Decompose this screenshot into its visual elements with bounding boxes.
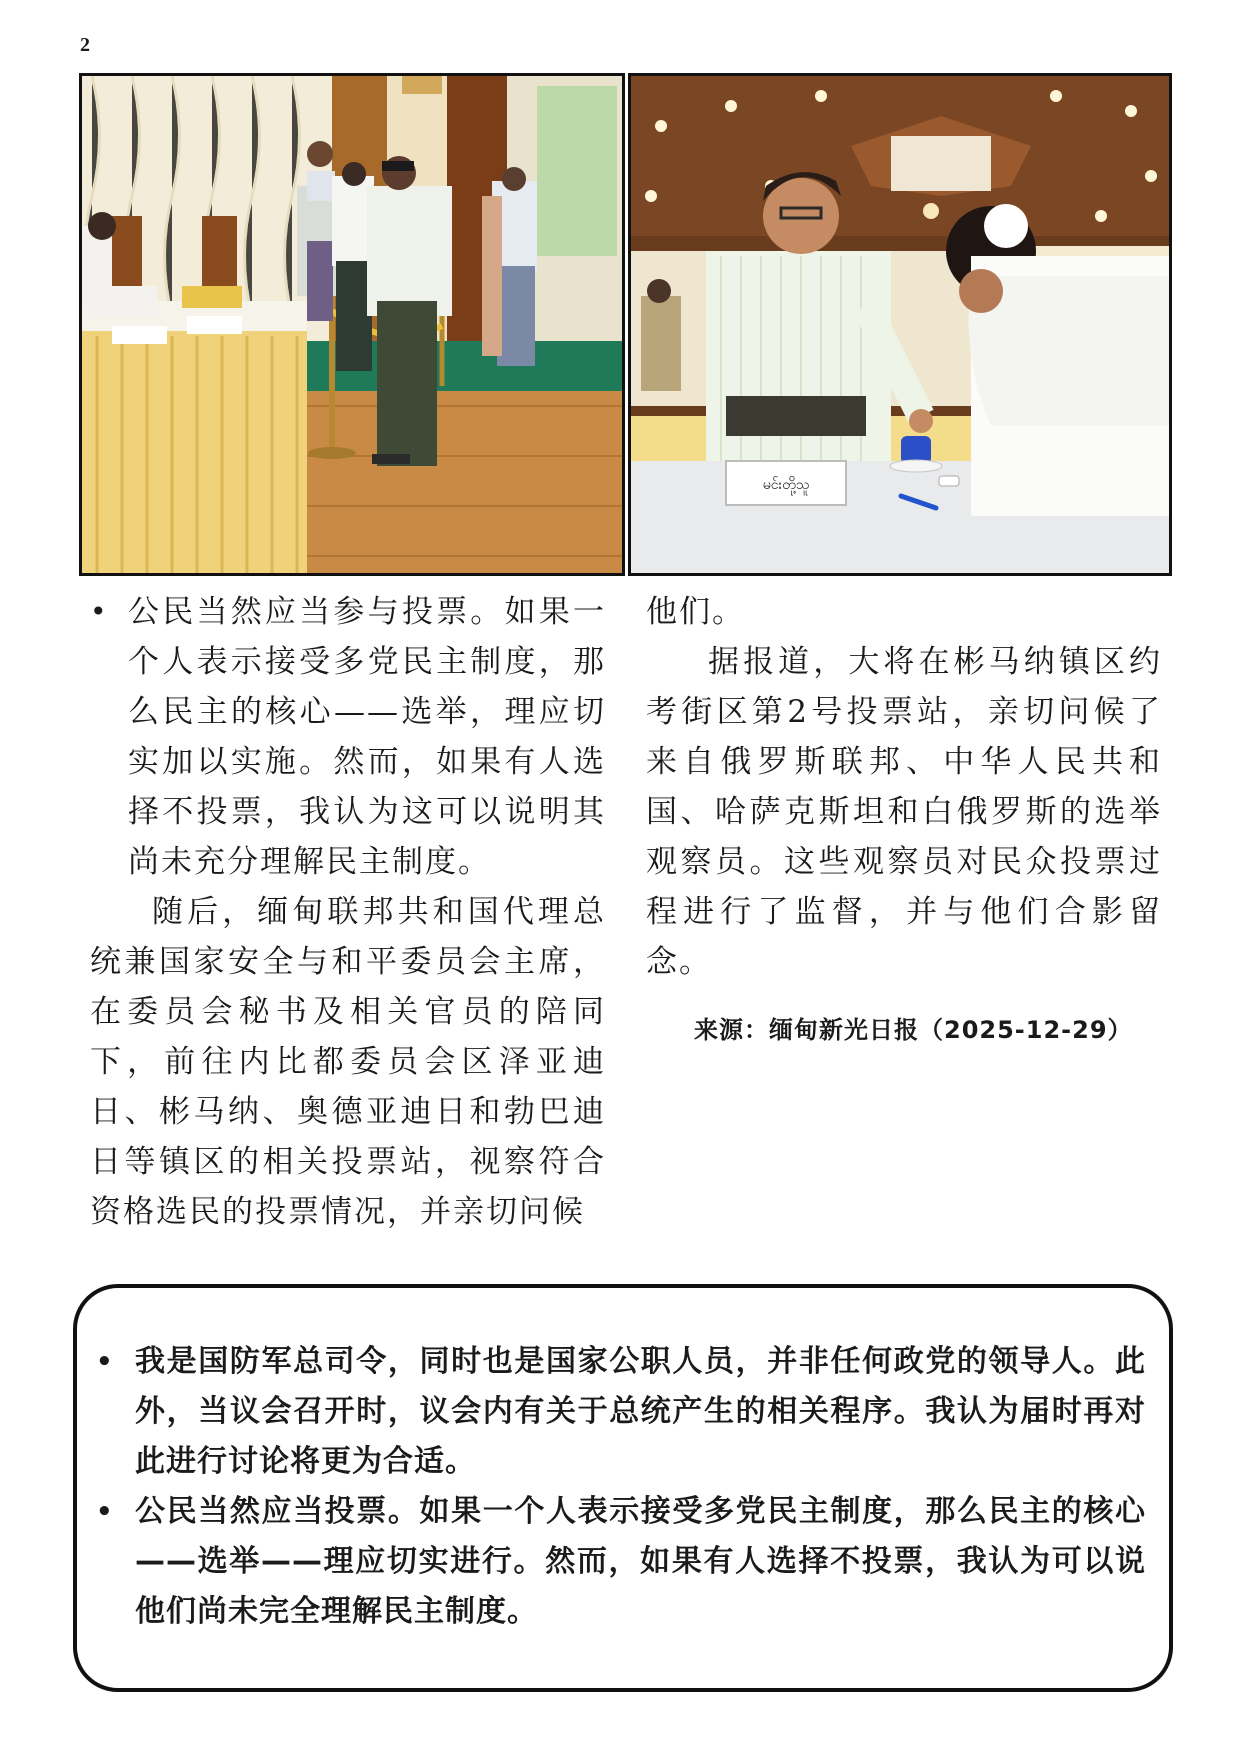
- quote-box-item-text: 公民当然应当投票。如果一个人表示接受多党民主制度，那么民主的核心——选举——理应切实进行。然而，如果有人选择不投票，我认为可以说他们尚未完全理解民主制度。: [135, 1494, 1146, 1629]
- bullet-icon: •: [96, 1347, 114, 1377]
- bullet-icon: •: [90, 595, 109, 628]
- name-card-label: မင်းတို့သူ: [762, 477, 810, 493]
- photo-voting-station-queue: [79, 73, 625, 576]
- photo-voting-ink-mark: [628, 73, 1172, 576]
- bullet-icon: •: [96, 1497, 114, 1527]
- photo-illustration: [82, 76, 622, 573]
- photo-illustration: [631, 76, 1169, 573]
- continuation-text: 他们。: [646, 594, 745, 630]
- quote-box-item-text: 我是国防军总司令，同时也是国家公职人员，并非任何政党的领导人。此外，当议会召开时，议会内有关于总统产生的相关程序。我认为届时再对此进行讨论将更为合适。: [135, 1344, 1146, 1479]
- quote-box-list: [96, 1337, 1146, 1637]
- quote-box-item: [96, 1337, 1146, 1487]
- right-column: [646, 587, 1162, 987]
- left-column: [90, 587, 606, 1237]
- quote-bullet: [90, 587, 606, 887]
- source-citation: 来源：缅甸新光日报（2025-12-29）: [694, 1016, 1133, 1044]
- body-paragraph: 随后，缅甸联邦共和国代理总统兼国家安全与和平委员会主席，在委员会秘书及相关官员的陪同下，前往内比都委员会区泽亚迪日、彬马纳、奥德亚迪日和勃巴迪日等镇区的相关投票站，视察符合资格选民的投票情况，并亲切问候: [90, 894, 606, 1230]
- quote-text: 公民当然应当参与投票。如果一个人表示接受多党民主制度，那么民主的核心——选举，理应切实加以实施。然而，如果有人选择不投票，我认为这可以说明其尚未充分理解民主制度。: [128, 594, 606, 880]
- page-number: 2: [80, 34, 90, 56]
- quote-box-item: [96, 1487, 1146, 1637]
- body-paragraph: 据报道，大将在彬马纳镇区约考街区第2号投票站，亲切问候了来自俄罗斯联邦、中华人民共和国、哈萨克斯坦和白俄罗斯的选举观察员。这些观察员对民众投票过程进行了监督，并与他们合影留念。: [646, 644, 1162, 980]
